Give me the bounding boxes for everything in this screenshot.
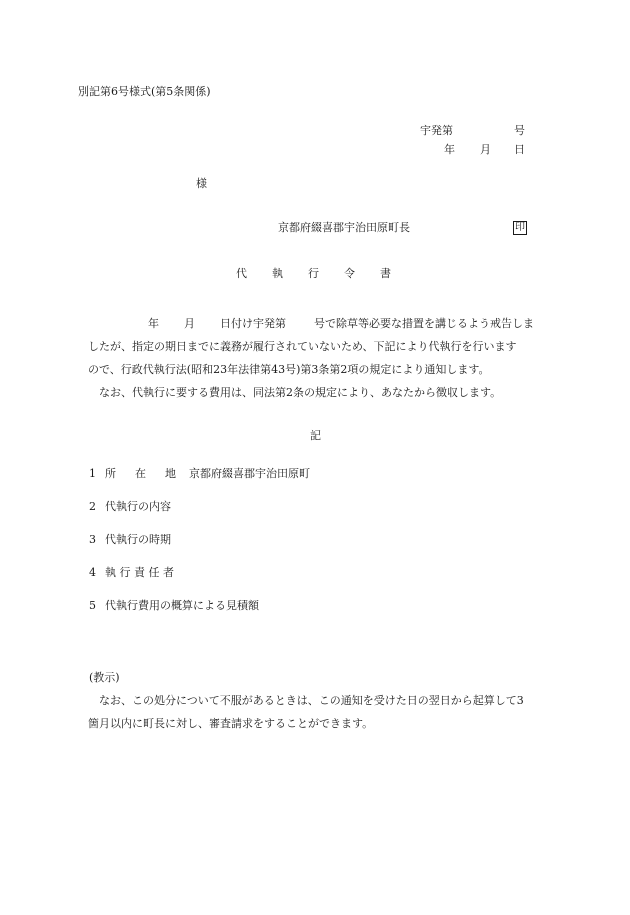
date-year: 年	[444, 143, 455, 156]
item-1-label-char-2: 在	[135, 467, 146, 480]
notice-line1: なお、この処分について不服があるときは、この通知を受けた日の翌日から起算して3	[99, 694, 524, 707]
issuer-name: 京都府綴喜郡宇治田原町長	[278, 221, 410, 234]
body-line2: したが、指定の期日までに義務が履行されていないため、下記により代執行を行います	[88, 340, 517, 353]
ki-heading: 記	[310, 429, 321, 442]
doc-title-char-1: 代	[236, 267, 247, 280]
doc-title-char-5: 書	[380, 267, 391, 280]
date-day: 日	[514, 143, 525, 156]
body-line1-rest: 号で除草等必要な措置を講じるよう戒告しま	[314, 317, 534, 330]
doc-title-char-2: 執	[272, 267, 283, 280]
item-5-label: 代執行費用の概算による見積額	[105, 599, 259, 612]
doc-number-suffix: 号	[514, 124, 525, 137]
item-1-value: 京都府綴喜郡宇治田原町	[189, 467, 310, 480]
item-1-label-char-1: 所	[105, 467, 116, 480]
item-4-label: 執 行 責 任 者	[105, 566, 174, 579]
item-2-label: 代執行の内容	[105, 500, 171, 513]
item-3-num: 3	[89, 533, 96, 546]
item-4-num: 4	[89, 566, 96, 579]
addressee-suffix: 様	[196, 177, 207, 190]
item-3-label: 代執行の時期	[105, 533, 171, 546]
date-month: 月	[480, 143, 491, 156]
form-title: 別記第6号様式(第5条関係)	[78, 85, 211, 98]
item-1-label-char-3: 地	[165, 467, 176, 480]
item-2-num: 2	[89, 500, 96, 513]
body-year: 年	[148, 317, 159, 330]
issuer-seal	[513, 221, 527, 235]
doc-title-char-3: 行	[308, 267, 319, 280]
body-month: 月	[184, 317, 195, 330]
body-day-ref: 日付け宇発第	[220, 317, 286, 330]
body-line4: なお、代執行に要する費用は、同法第2条の規定により、あなたから徴収します。	[99, 386, 502, 399]
notice-heading: (教示)	[89, 671, 120, 684]
doc-title-char-4: 令	[344, 267, 355, 280]
item-1-num: 1	[89, 467, 96, 480]
notice-line2: 箇月以内に町長に対し、審査請求をすることができます。	[88, 717, 374, 730]
body-line3: ので、行政代執行法(昭和23年法律第43号)第3条第2項の規定により通知します。	[88, 363, 490, 376]
item-5-num: 5	[89, 599, 96, 612]
doc-number-prefix: 宇発第	[420, 124, 453, 137]
seal-mark: 印	[515, 222, 525, 233]
